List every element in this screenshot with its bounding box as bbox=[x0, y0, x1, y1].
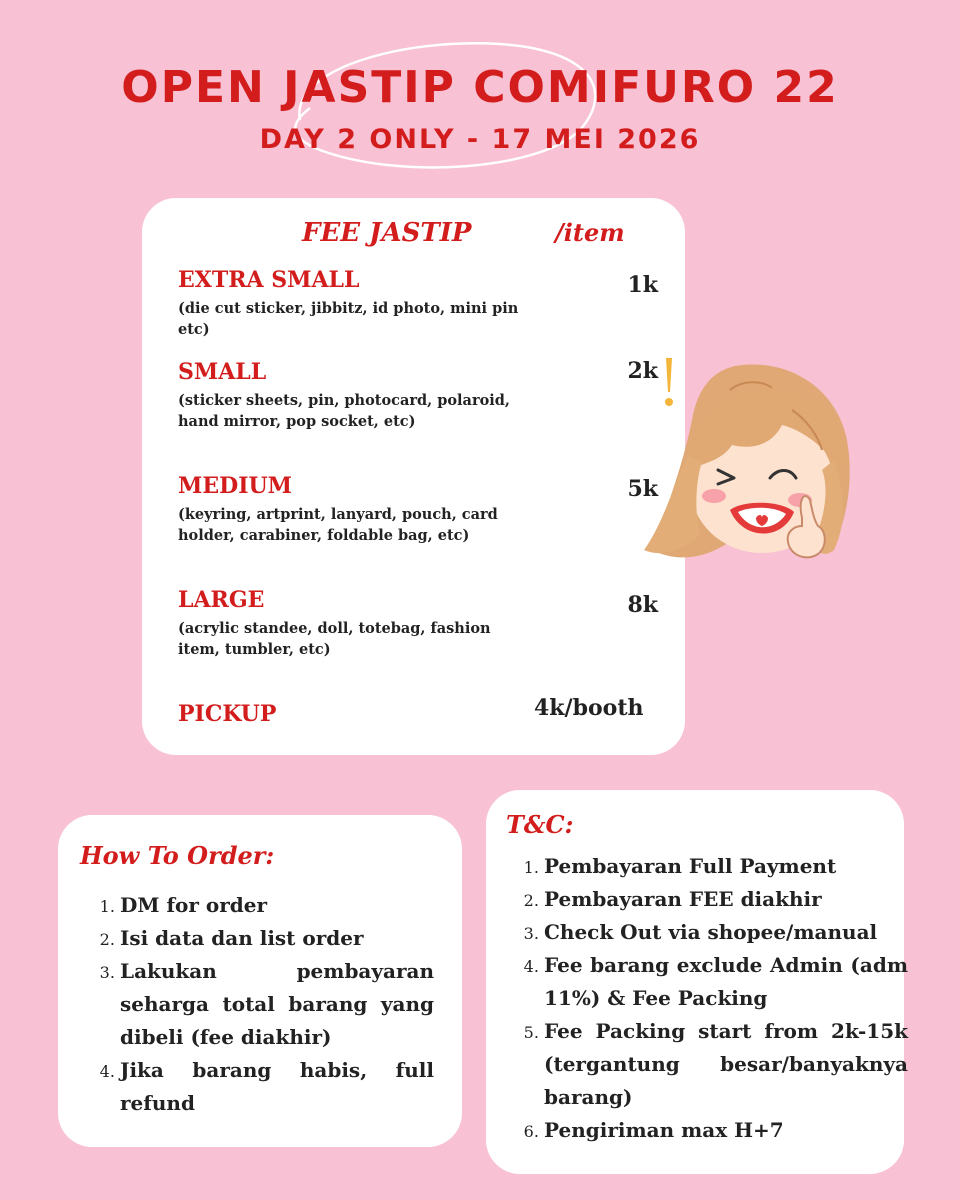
girl-illustration bbox=[622, 350, 862, 610]
page-title: OPEN JASTIP COMIFURO 22 bbox=[121, 62, 839, 113]
fee-row-desc: (sticker sheets, pin, photocard, polaroid, hand mirror, pop socket, etc) bbox=[178, 392, 510, 430]
fee-row-name: LARGE bbox=[178, 587, 265, 613]
list-item: 3. Check Out via shopee/manual bbox=[544, 916, 908, 949]
list-item: 1. Pembayaran Full Payment bbox=[544, 850, 908, 883]
fee-card-unit: /item bbox=[555, 218, 625, 247]
fee-row-small bbox=[178, 358, 658, 432]
fee-card-title: FEE JASTIP bbox=[302, 218, 472, 248]
fee-row-large bbox=[178, 586, 658, 660]
terms-title: T&C: bbox=[506, 810, 574, 839]
fee-row-name: EXTRA SMALL bbox=[178, 267, 360, 293]
fee-row-name: MEDIUM bbox=[178, 473, 293, 499]
fee-row-price: 8k bbox=[627, 592, 658, 618]
list-item: 1. DM for order bbox=[120, 889, 434, 922]
fee-row-desc: (die cut sticker, jibbitz, id photo, mini pin etc) bbox=[178, 300, 519, 338]
terms-card bbox=[486, 790, 908, 1174]
how-to-order-card bbox=[58, 815, 462, 1147]
list-item: 2. Pembayaran FEE diakhir bbox=[544, 883, 908, 916]
fee-row-name: SMALL bbox=[178, 359, 267, 385]
fee-row-price: 2k bbox=[627, 358, 658, 384]
list-item: 4. Jika barang habis, full refund bbox=[120, 1054, 434, 1120]
fee-row-desc: (acrylic standee, doll, totebag, fashion item, tumbler, etc) bbox=[178, 620, 491, 658]
list-item: 2. Isi data dan list order bbox=[120, 922, 434, 955]
fee-row-desc: (keyring, artprint, lanyard, pouch, card holder, carabiner, foldable bag, etc) bbox=[178, 506, 498, 544]
list-item: 3. Lakukan pembayaran seharga total barang yang dibeli (fee diakhir) bbox=[120, 955, 434, 1054]
fee-row-extra-small bbox=[178, 266, 658, 340]
fee-jastip-card bbox=[142, 198, 685, 755]
page-subtitle: DAY 2 ONLY - 17 MEI 2026 bbox=[259, 124, 701, 155]
fee-row-price: 4k/booth bbox=[534, 695, 644, 721]
how-to-order-list bbox=[94, 889, 434, 1120]
fee-row-medium bbox=[178, 472, 658, 546]
fee-row-price: 1k bbox=[627, 272, 658, 298]
fee-row-name: PICKUP bbox=[178, 701, 277, 727]
list-item: 4. Fee barang exclude Admin (adm 11%) & Fee Packing bbox=[544, 949, 908, 1015]
fee-row-price: 5k bbox=[627, 476, 658, 502]
terms-list bbox=[518, 850, 908, 1147]
list-item: 5. Fee Packing start from 2k-15k (tergantung besar/banyaknya barang) bbox=[544, 1015, 908, 1114]
exclamation-icon bbox=[665, 358, 673, 406]
list-item: 6. Pengiriman max H+7 bbox=[544, 1114, 908, 1147]
how-to-order-title: How To Order: bbox=[80, 841, 275, 870]
